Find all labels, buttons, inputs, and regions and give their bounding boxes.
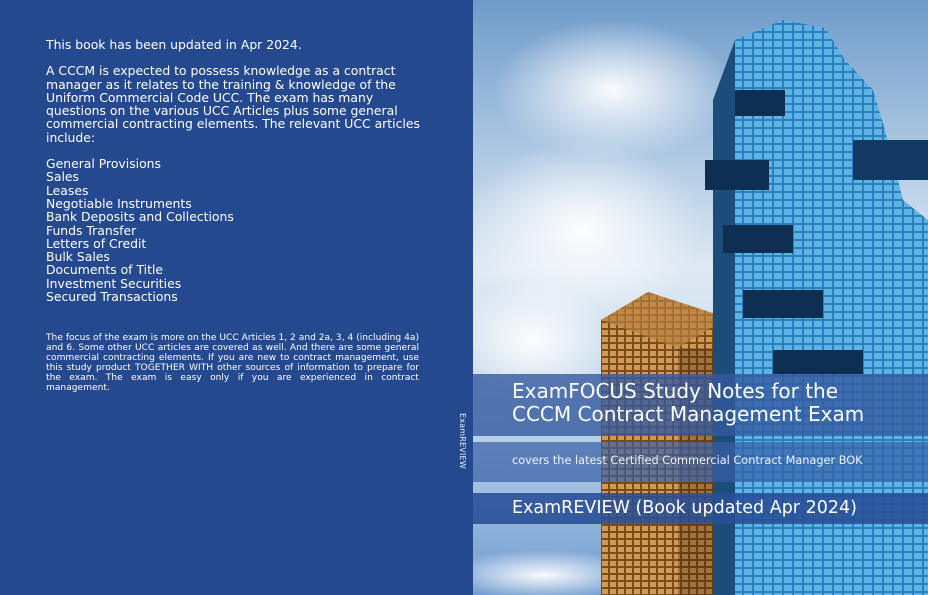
book-subtitle: covers the latest Certified Commercial Contract Manager BOK — [512, 454, 863, 467]
back-cover-text — [46, 38, 426, 393]
list-item: Bank Deposits and Collections — [46, 209, 234, 225]
book-spine — [452, 0, 473, 595]
list-item: Documents of Title — [46, 262, 164, 278]
list-item: Investment Securities — [46, 275, 182, 291]
title-line-2: CCCM Contract Management Exam — [512, 402, 865, 426]
book-title — [512, 380, 864, 426]
intro-paragraph: A CCCM is expected to possess knowledge as a contract manager as it relates to the training & knowledge of the Uniform Commercial Code UCC. The exam has many questions on the various UCC Articles plus some general commercial contracting elements. The relevant UCC articles include: — [46, 63, 420, 145]
edition-label: ExamREVIEW (Book updated Apr 2024) — [512, 498, 857, 518]
list-item: Letters of Credit — [46, 235, 147, 251]
back-cover — [0, 0, 452, 595]
list-item: Bulk Sales — [46, 249, 110, 265]
list-item: Funds Transfer — [46, 222, 137, 238]
ucc-article-list — [46, 157, 426, 303]
list-item: Leases — [46, 182, 89, 198]
title-line-1: ExamFOCUS Study Notes for the — [512, 379, 839, 403]
list-item: General Provisions — [46, 156, 161, 172]
focus-paragraph: The focus of the exam is more on the UCC Articles 1, 2 and 2a, 3, 4 (including 4a) and 6. Some other UCC articles are covered as well. And there are some general commercial contracting elements. If you are new to contract management, use this study product TOGETHER WITH other sources of information to prepare for the exam. The exam is easy only if you are experienced in contract management. — [46, 333, 419, 394]
updated-note: This book has been updated in Apr 2024. — [46, 37, 302, 52]
spine-publisher: ExamREVIEW — [458, 413, 467, 469]
list-item: Secured Transactions — [46, 289, 178, 305]
list-item: Negotiable Instruments — [46, 195, 192, 211]
list-item: Sales — [46, 169, 79, 185]
front-cover — [473, 0, 928, 595]
